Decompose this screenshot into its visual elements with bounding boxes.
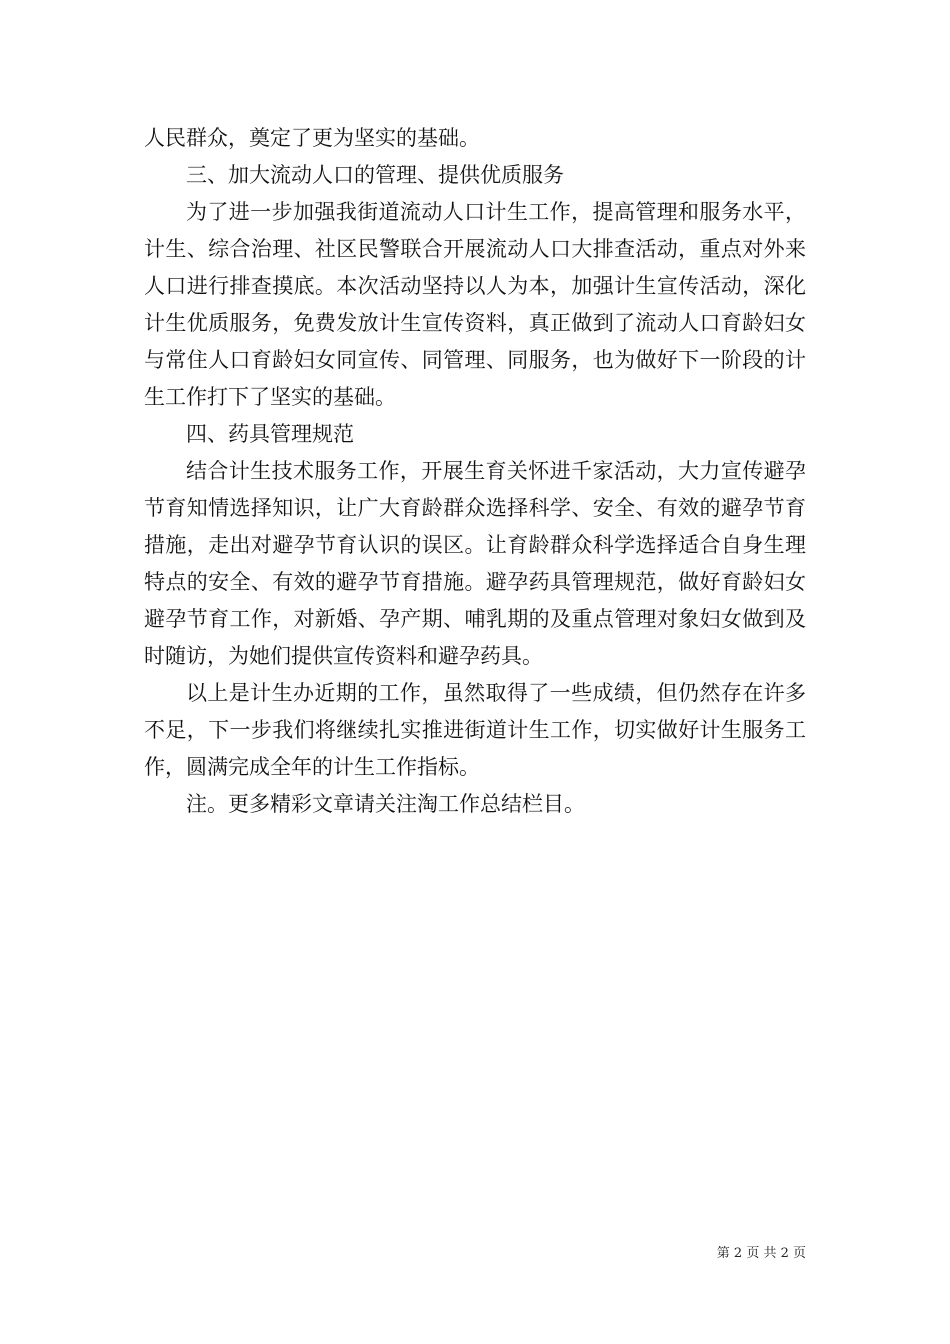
paragraph-contraceptive-management: 结合计生技术服务工作，开展生育关怀进千家活动，大力宣传避孕节育知情选择知识，让广大育龄群众选择科学、安全、有效的避孕节育措施，走出对避孕节育认识的误区。让育龄群众科学选择适合自身生理特点的安全、有效的避孕节育措施。避孕药具管理规范，做好育龄妇女避孕节育工作，对新婚、孕产期、哺乳期的及重点管理对象妇女做到及时随访，为她们提供宣传资料和避孕药具。: [144, 459, 806, 668]
paragraph-conclusion: 以上是计生办近期的工作，虽然取得了一些成绩，但仍然存在许多不足，下一步我们将继续扎实推进街道计生工作，切实做好计生服务工作，圆满完成全年的计生工作指标。: [144, 681, 806, 779]
section-heading-contraceptive-management: 四、药具管理规范: [186, 422, 354, 446]
section-heading-migrant-population: 三、加大流动人口的管理、提供优质服务: [186, 163, 564, 187]
page-number-footer: 第 2 页 共 2 页: [716, 1246, 806, 1261]
paragraph-migrant-population: 为了进一步加强我街道流动人口计生工作，提高管理和服务水平，计生、综合治理、社区民警联合开展流动人口大排查活动，重点对外来人口进行排查摸底。本次活动坚持以人为本，加强计生宣传活动，深化计生优质服务，免费发放计生宣传资料，真正做到了流动人口育龄妇女与常住人口育龄妇女同宣传、同管理、同服务，也为做好下一阶段的计生工作打下了坚实的基础。: [144, 200, 806, 409]
document-body: [144, 120, 806, 823]
paragraph-continuation: 人民群众，奠定了更为坚实的基础。: [144, 126, 480, 150]
paragraph-note: 注。更多精彩文章请关注淘工作总结栏目。: [186, 792, 585, 816]
